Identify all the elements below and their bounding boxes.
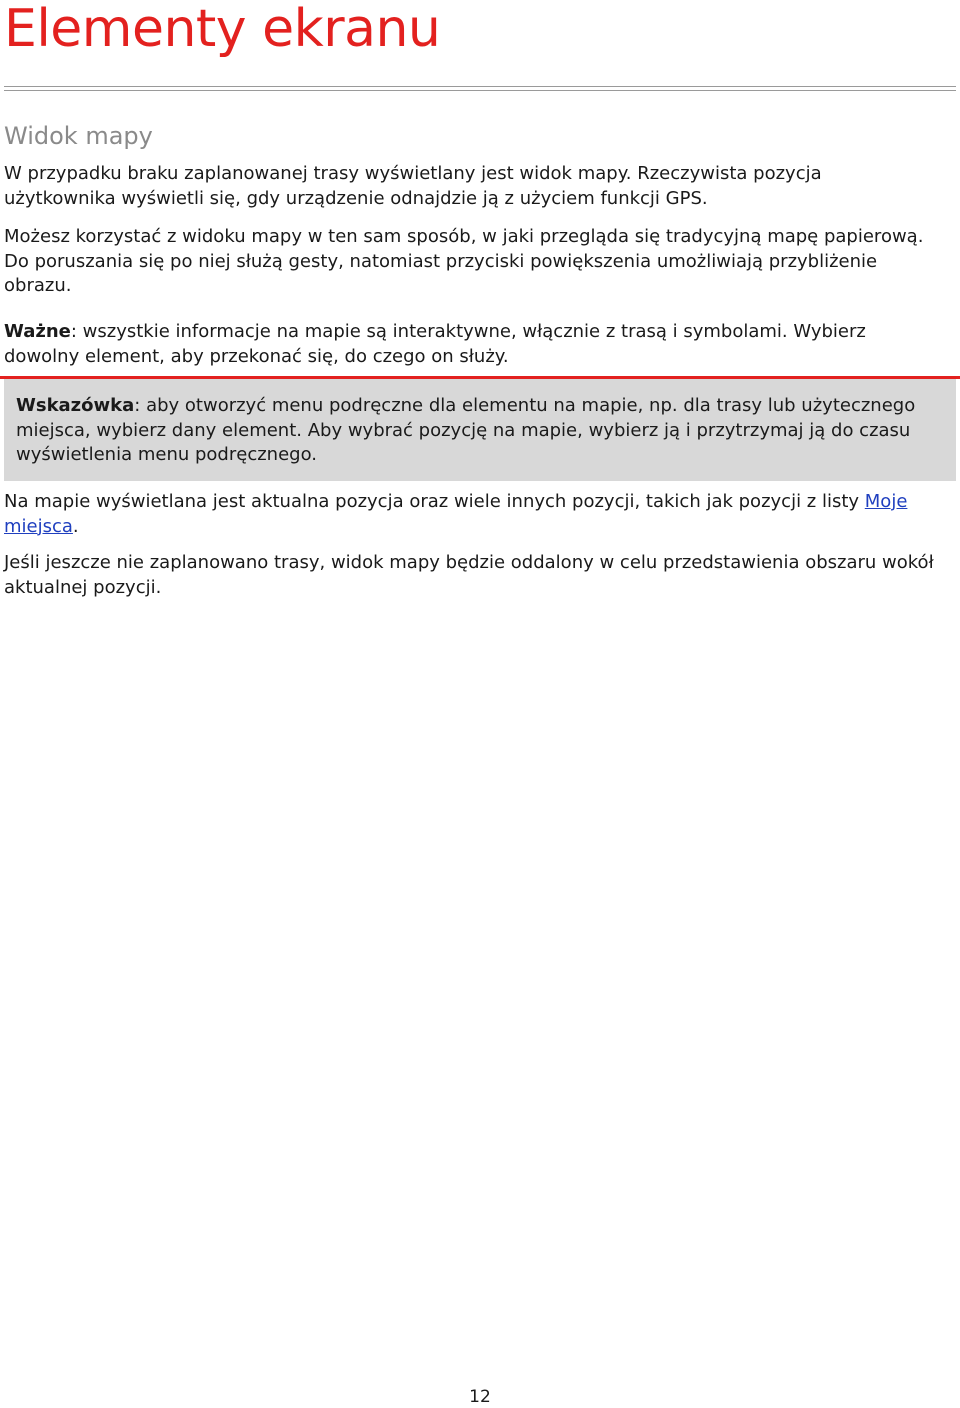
paragraph-zoomed-out: Jeśli jeszcze nie zaplanowano trasy, widok mapy będzie oddalony w celu przedstawienia obszaru wokół aktualnej pozycji. xyxy=(4,552,934,598)
paragraph-map-usage: Możesz korzystać z widoku mapy w ten sam sposób, w jaki przegląda się tradycyjną mapę papierową. Do poruszania się po niej służą gesty, natomiast przyciski powiększenia umożliwiają przybliżenie obrazu. xyxy=(4,226,924,296)
my-places-link[interactable]: Moje miejsca xyxy=(4,491,908,537)
tip-text xyxy=(16,394,951,468)
paragraph-map-positions-end: . xyxy=(72,515,79,537)
section-heading: Widok mapy xyxy=(4,122,153,150)
important-label: Ważne xyxy=(4,321,71,342)
important-note xyxy=(4,320,944,369)
page-number: 12 xyxy=(469,1387,491,1407)
paragraph-map-positions-text: Na mapie wyświetlana jest aktualna pozycja oraz wiele innych pozycji, takich jak pozycji z listy xyxy=(4,491,865,512)
tip-body: : aby otworzyć menu podręczne dla elementu na mapie, np. dla trasy lub użytecznego miejsca, wybierz dany element. Aby wybrać pozycję na mapie, wybierz ją i przytrzymaj ją do czasu wyświetlenia menu podręcznego. xyxy=(16,395,916,465)
important-text: : wszystkie informacje na mapie są interaktywne, włącznie z trasą i symbolami. Wybierz dowolny element, aby przekonać się, do czego on służy. xyxy=(4,321,866,367)
tip-label: Wskazówka xyxy=(16,395,135,416)
paragraph-gps-position: W przypadku braku zaplanowanej trasy wyświetlany jest widok mapy. Rzeczywista pozycja użytkownika wyświetli się, gdy urządzenie odnajdzie ją z użyciem funkcji GPS. xyxy=(4,163,822,209)
page-title: Elementy ekranu xyxy=(4,0,441,59)
paragraph-map-positions xyxy=(4,490,944,539)
title-divider xyxy=(4,86,956,91)
tip-top-rule xyxy=(0,376,960,379)
